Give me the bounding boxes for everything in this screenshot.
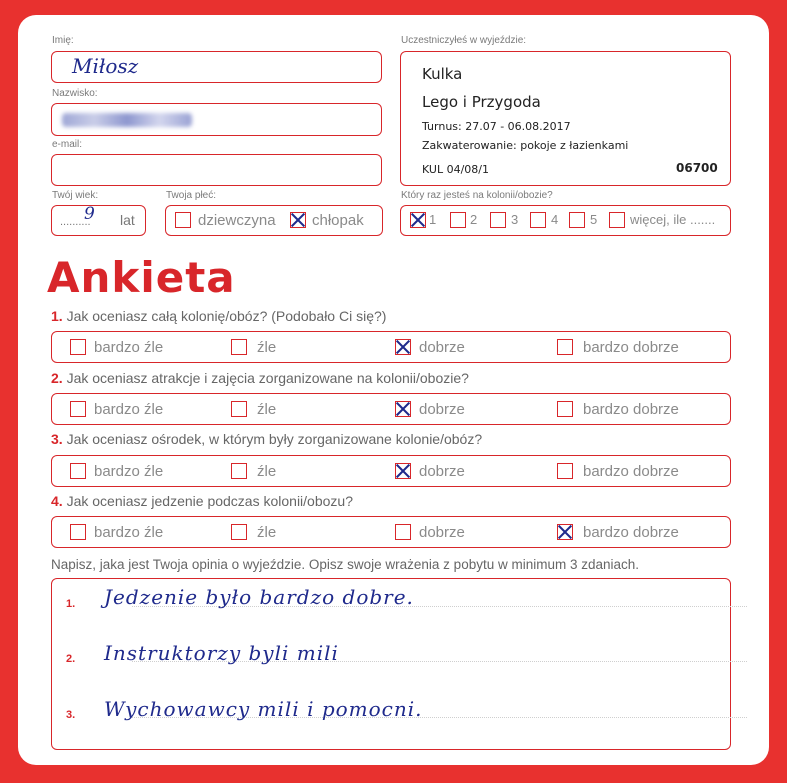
- q2-zle-label: źle: [257, 401, 277, 418]
- question-3: [51, 431, 482, 447]
- q3-bardzo-zle-label: bardzo źle: [94, 463, 164, 480]
- q3-zle-checkbox[interactable]: [231, 463, 247, 479]
- times-more-checkbox[interactable]: [609, 212, 625, 228]
- q1-bardzo-zle-checkbox[interactable]: [70, 339, 86, 355]
- name-value: Miłosz: [72, 54, 139, 78]
- q3-zle-label: źle: [257, 463, 277, 480]
- times-3-checkbox[interactable]: [490, 212, 506, 228]
- trip-label: Uczestniczyłeś w wyjeździe:: [401, 35, 527, 46]
- question-3-number: 3.: [51, 431, 63, 447]
- q2-bardzo-dobrze-checkbox[interactable]: [557, 401, 573, 417]
- trip-name: Kulka: [422, 65, 463, 83]
- gender-field: [165, 205, 383, 236]
- opinion-prompt: Napisz, jaka jest Twoja opinia o wyjeździe. Opisz swoje wrażenia z pobytu w minimum 3 zdaniach.: [51, 557, 640, 572]
- times-4-checkbox[interactable]: [530, 212, 546, 228]
- q2-bardzo-zle-checkbox[interactable]: [70, 401, 86, 417]
- q4-bardzo-zle-label: bardzo źle: [94, 524, 164, 541]
- gender-girl-checkbox[interactable]: [175, 212, 191, 228]
- trip-accommodation: Zakwaterowanie: pokoje z łazienkami: [422, 139, 629, 152]
- question-1-text: Jak oceniasz całą kolonię/obóz? (Podobało Ci się?): [66, 308, 387, 324]
- times-5-checkbox[interactable]: [569, 212, 585, 228]
- q1-bardzo-dobrze-label: bardzo dobrze: [583, 339, 679, 356]
- opinion-box[interactable]: [51, 578, 731, 750]
- times-1-checkbox[interactable]: [410, 212, 426, 228]
- question-2-text: Jak oceniasz atrakcje i zajęcia zorganizowane na kolonii/obozie?: [66, 370, 469, 386]
- opinion-number-3: 3.: [66, 709, 76, 721]
- survey-sheet: [18, 15, 769, 765]
- trip-code: KUL 04/08/1: [422, 163, 489, 176]
- question-2-answers: [51, 393, 731, 425]
- gender-girl-label: dziewczyna: [198, 212, 276, 229]
- q4-bardzo-dobrze-label: bardzo dobrze: [583, 524, 679, 541]
- age-dots: ..........: [60, 216, 91, 228]
- question-2-number: 2.: [51, 370, 63, 386]
- trip-number: 06700: [676, 161, 718, 175]
- opinion-number-1: 1.: [66, 598, 76, 610]
- q3-bardzo-zle-checkbox[interactable]: [70, 463, 86, 479]
- gender-label: Twoja płeć:: [166, 190, 217, 201]
- question-2: [51, 370, 469, 386]
- q1-bardzo-zle-label: bardzo źle: [94, 339, 164, 356]
- q4-dobrze-label: dobrze: [419, 524, 465, 541]
- q1-zle-label: źle: [257, 339, 277, 356]
- trip-info-box: [400, 51, 731, 186]
- q1-dobrze-checkbox[interactable]: [395, 339, 411, 355]
- redacted-surname: [62, 113, 192, 127]
- q4-dobrze-checkbox[interactable]: [395, 524, 411, 540]
- times-1-label: 1: [429, 212, 437, 227]
- times-2-checkbox[interactable]: [450, 212, 466, 228]
- times-label: Który raz jesteś na kolonii/obozie?: [401, 190, 553, 201]
- gender-boy-label: chłopak: [312, 212, 364, 229]
- q2-dobrze-label: dobrze: [419, 401, 465, 418]
- email-field[interactable]: [51, 154, 382, 186]
- times-4-label: 4: [551, 212, 559, 227]
- question-4: [51, 493, 353, 509]
- age-value: 9: [84, 204, 95, 224]
- q4-bardzo-dobrze-checkbox[interactable]: [557, 524, 573, 540]
- times-2-label: 2: [470, 212, 478, 227]
- name-field[interactable]: [51, 51, 382, 83]
- question-1: [51, 308, 386, 324]
- page-title: Ankieta: [47, 253, 236, 302]
- question-4-number: 4.: [51, 493, 63, 509]
- email-label: e-mail:: [52, 139, 83, 150]
- q2-bardzo-zle-label: bardzo źle: [94, 401, 164, 418]
- question-1-answers: [51, 331, 731, 363]
- opinion-text-1: Jedzenie było bardzo dobre.: [104, 585, 414, 609]
- q2-bardzo-dobrze-label: bardzo dobrze: [583, 401, 679, 418]
- age-label: Twój wiek:: [52, 190, 99, 201]
- trip-turnus: Turnus: 27.07 - 06.08.2017: [422, 120, 571, 133]
- times-5-label: 5: [590, 212, 598, 227]
- times-more-label: więcej, ile .......: [630, 212, 716, 227]
- question-4-answers: [51, 516, 731, 548]
- surname-label: Nazwisko:: [52, 88, 98, 99]
- opinion-text-3: Wychowawcy mili i pomocni.: [104, 697, 423, 721]
- question-3-answers: [51, 455, 731, 487]
- name-label: Imię:: [52, 35, 74, 46]
- question-1-number: 1.: [51, 308, 63, 324]
- q2-dobrze-checkbox[interactable]: [395, 401, 411, 417]
- age-unit: lat: [120, 212, 135, 228]
- q1-dobrze-label: dobrze: [419, 339, 465, 356]
- q1-zle-checkbox[interactable]: [231, 339, 247, 355]
- gender-boy-checkbox[interactable]: [290, 212, 306, 228]
- q3-dobrze-checkbox[interactable]: [395, 463, 411, 479]
- times-3-label: 3: [511, 212, 519, 227]
- question-4-text: Jak oceniasz jedzenie podczas kolonii/obozu?: [66, 493, 353, 509]
- opinion-text-2: Instruktorzy byli mili: [104, 641, 339, 665]
- q4-bardzo-zle-checkbox[interactable]: [70, 524, 86, 540]
- times-field: [400, 205, 731, 236]
- q3-bardzo-dobrze-checkbox[interactable]: [557, 463, 573, 479]
- question-3-text: Jak oceniasz ośrodek, w którym były zorganizowane kolonie/obóz?: [66, 431, 483, 447]
- trip-program: Lego i Przygoda: [422, 93, 541, 111]
- q1-bardzo-dobrze-checkbox[interactable]: [557, 339, 573, 355]
- q3-dobrze-label: dobrze: [419, 463, 465, 480]
- q3-bardzo-dobrze-label: bardzo dobrze: [583, 463, 679, 480]
- age-field[interactable]: [51, 205, 146, 236]
- surname-field[interactable]: [51, 103, 382, 136]
- q2-zle-checkbox[interactable]: [231, 401, 247, 417]
- opinion-number-2: 2.: [66, 653, 76, 665]
- q4-zle-label: źle: [257, 524, 277, 541]
- q4-zle-checkbox[interactable]: [231, 524, 247, 540]
